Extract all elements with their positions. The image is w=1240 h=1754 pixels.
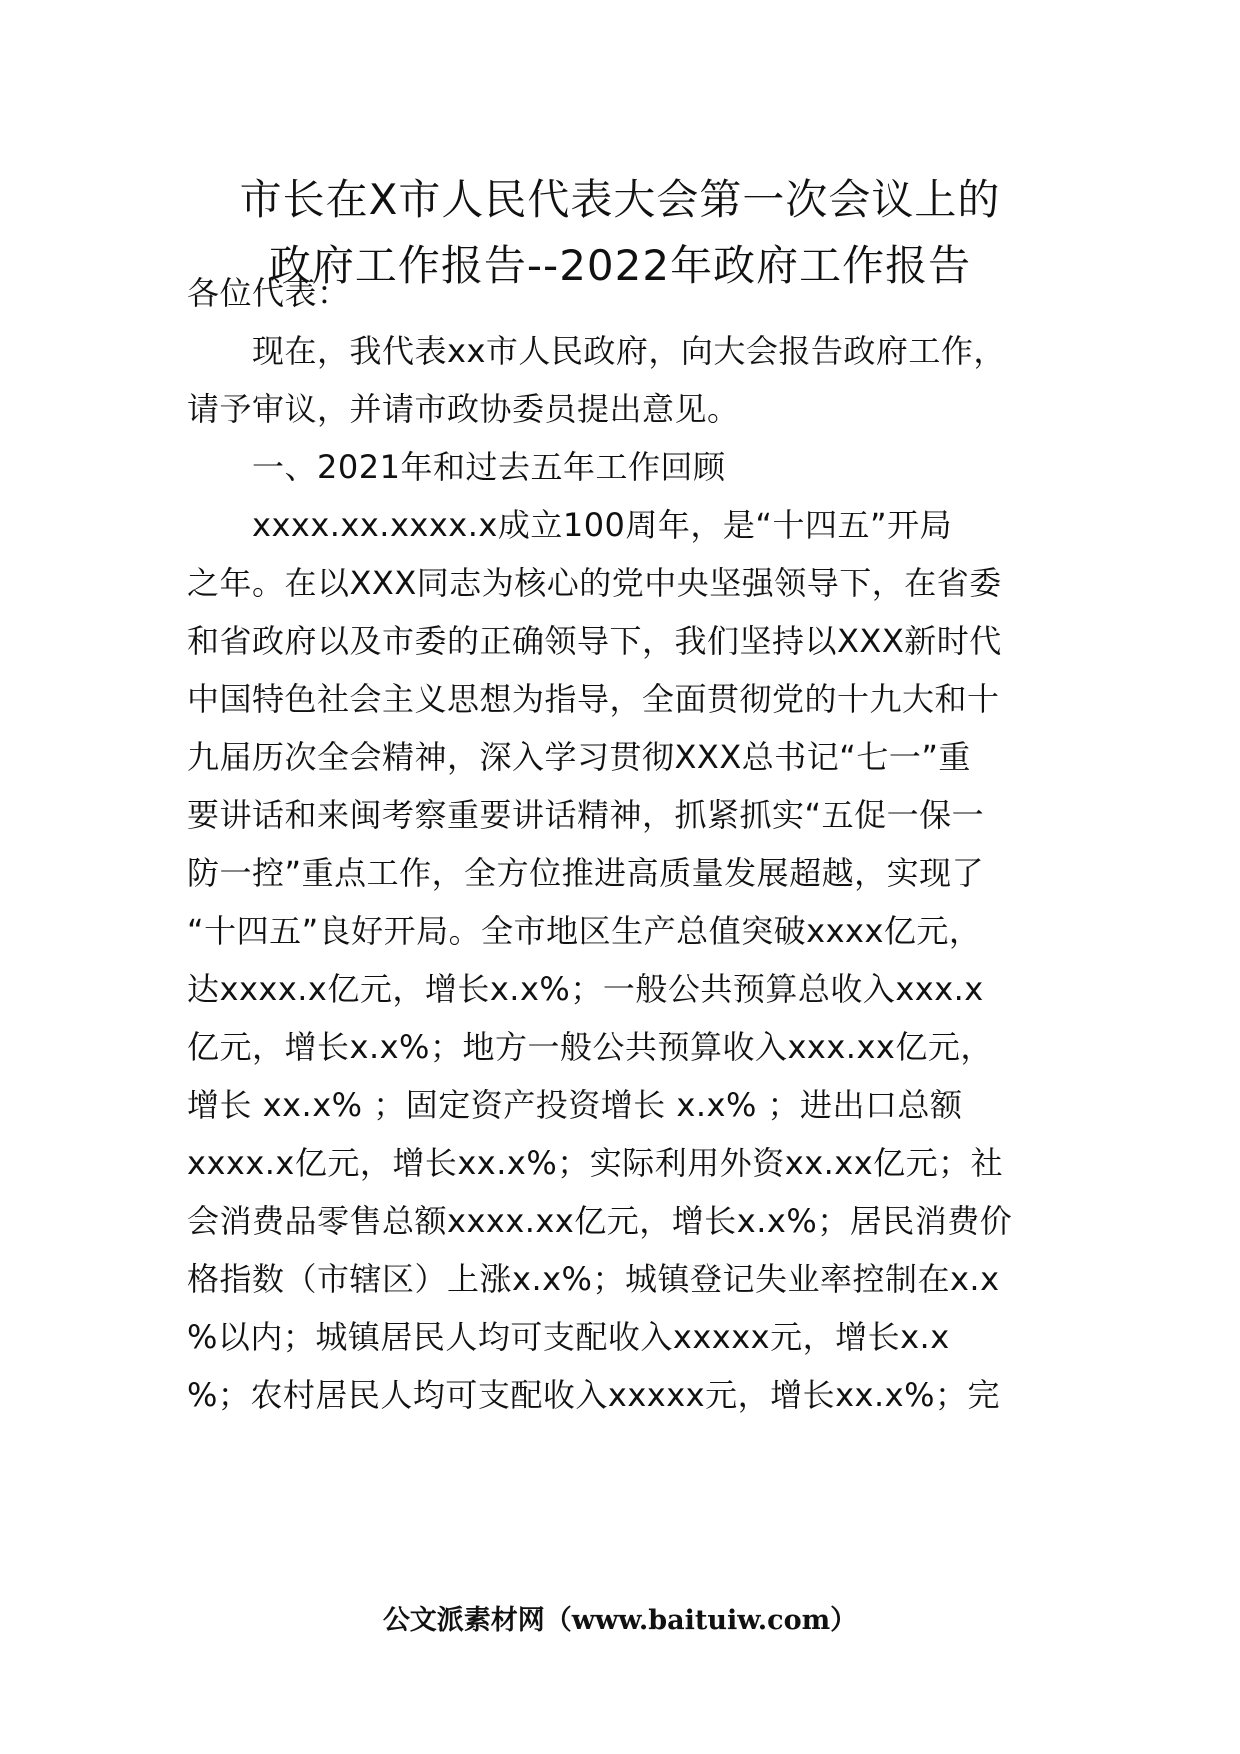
body-line: %以内；城镇居民人均可支配收入xxxxx元，增长x.x [187, 1318, 950, 1356]
body-line: 中国特色社会主义思想为指导，全面贯彻党的十九大和十 [187, 680, 1000, 718]
footer-watermark: 公文派素材网（www.baituiw.com） [382, 1605, 858, 1636]
body-line: 增长 xx.x% ；固定资产投资增长 x.x% ；进出口总额 [187, 1086, 963, 1124]
body-line: 防一控”重点工作，全方位推进高质量发展超越，实现了 [187, 854, 985, 892]
body-line: 和省政府以及市委的正确领导下，我们坚持以XXX新时代 [187, 622, 1002, 660]
body-line: “十四五”良好开局。全市地区生产总值突破xxxx亿元， [187, 912, 982, 950]
title-line-1: 市长在X市人民代表大会第一次会议上的 [239, 175, 1001, 224]
body-line: 请予审议，并请市政协委员提出意见。 [187, 390, 740, 428]
section-heading: 一、2021年和过去五年工作回顾 [252, 448, 726, 486]
salutation: 各位代表： [187, 274, 350, 312]
body-line: 九届历次全会精神，深入学习贯彻XXX总书记“七一”重 [187, 738, 971, 776]
body-line: xxxx.xx.xxxx.x成立100周年，是“十四五”开局 [252, 506, 953, 544]
body-line: 达xxxx.x亿元，增长x.x%；一般公共预算总收入xxx.x [187, 970, 984, 1008]
body-line: 要讲话和来闽考察重要讲话精神，抓紧抓实“五促一保一 [187, 796, 985, 834]
body-line: %；农村居民人均可支配收入xxxxx元，增长xx.x%；完 [187, 1376, 1000, 1414]
body-line: xxxx.x亿元，增长xx.x%；实际利用外资xx.xx亿元；社 [187, 1144, 1004, 1182]
body-line: 格指数（市辖区）上涨x.x%；城镇登记失业率控制在x.x [187, 1260, 1000, 1298]
title-line-2: 政府工作报告--2022年政府工作报告 [268, 241, 972, 290]
body-line: 之年。在以XXX同志为核心的党中央坚强领导下，在省委 [187, 564, 1002, 602]
body-line: 亿元，增长x.x%；地方一般公共预算收入xxx.xx亿元， [187, 1028, 993, 1066]
body-line: 会消费品零售总额xxxx.xx亿元，增长x.x%；居民消费价 [187, 1202, 1013, 1240]
body-line: 现在，我代表xx市人民政府，向大会报告政府工作， [252, 332, 1006, 370]
